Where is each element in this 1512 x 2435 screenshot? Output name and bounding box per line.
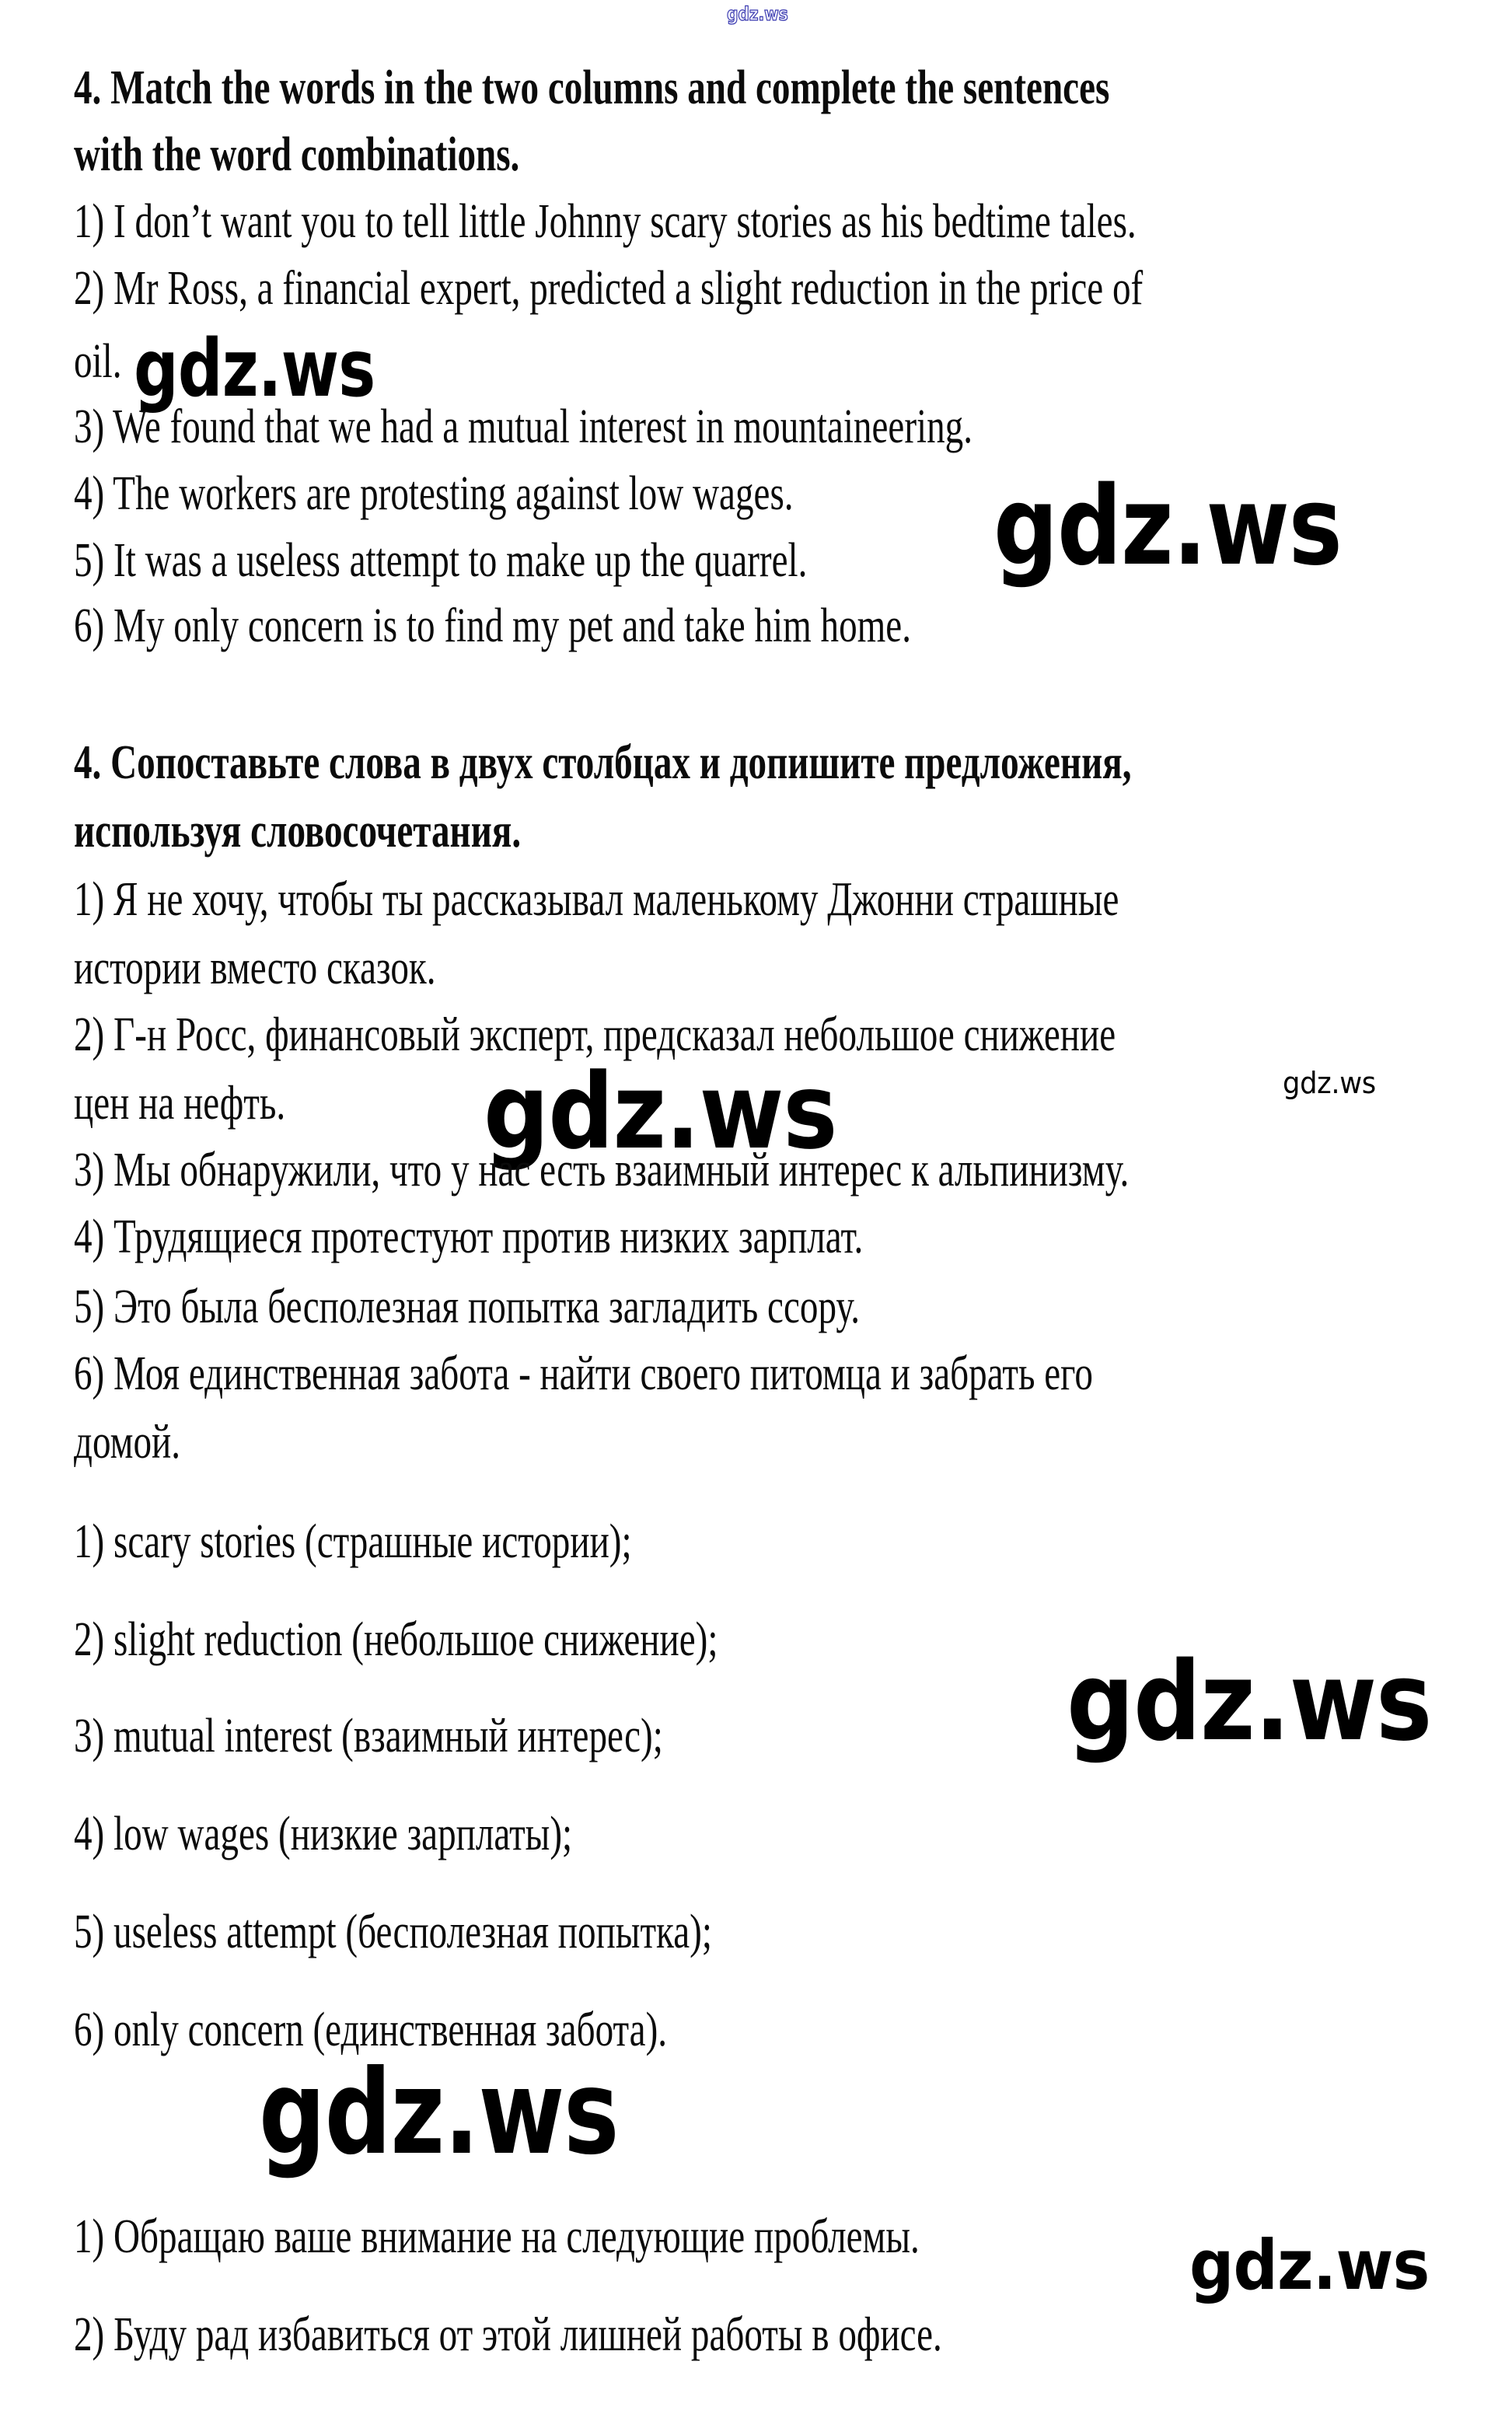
combination-6: 6) only concern (единственная забота).: [74, 2004, 668, 2056]
en-sentence-3: 3) We found that we had a mutual interest in mountaineering.: [74, 400, 973, 453]
en-task-title-line-2: with the word combinations.: [74, 128, 520, 181]
gdz-watermark-right-combos: gdz.ws: [1067, 1639, 1432, 1766]
combination-1: 1) scary stories (страшные истории);: [74, 1515, 632, 1568]
gdz-watermark-bottom-right: gdz.ws: [1189, 2225, 1430, 2305]
ru-sentence-2-continuation: цен на нефть.: [74, 1077, 286, 1130]
gdz-watermark-center-ru: gdz.ws: [484, 1051, 837, 1172]
ru-sentence-6: 6) Моя единственная забота - найти своего питомца и забрать его: [74, 1347, 1093, 1400]
combination-5: 5) useless attempt (бесполезная попытка);: [74, 1906, 712, 1958]
ru-sentence-6-continuation: домой.: [74, 1416, 181, 1469]
closing-sentence-2: 2) Буду рад избавиться от этой лишней работы в офисе.: [74, 2308, 942, 2361]
gdz-watermark-bottom-left: gdz.ws: [259, 2045, 619, 2181]
combination-4: 4) low wages (низкие зарплаты);: [74, 1808, 573, 1860]
ru-sentence-5: 5) Это была бесполезная попытка загладить ссору.: [74, 1280, 861, 1333]
en-sentence-6: 6) My only concern is to find my pet and take him home.: [74, 599, 912, 652]
gdz-watermark-small-right: gdz.ws: [1283, 1066, 1376, 1100]
en-task-title-line-1: 4. Match the words in the two columns and complete the sentences: [74, 61, 1110, 114]
en-sentence-4: 4) The workers are protesting against low wages.: [74, 467, 794, 520]
ru-sentence-1-continuation: истории вместо сказок.: [74, 942, 436, 994]
closing-sentence-1: 1) Обращаю ваше внимание на следующие проблемы.: [74, 2210, 920, 2263]
ru-task-title-line-1: 4. Сопоставьте слова в двух столбцах и допишите предложения,: [74, 736, 1132, 789]
ru-sentence-4: 4) Трудящиеся протестуют против низких зарплат.: [74, 1211, 864, 1263]
gdz-watermark-right-en: gdz.ws: [993, 463, 1342, 590]
en-sentence-5: 5) It was a useless attempt to make up the quarrel.: [74, 534, 808, 587]
ru-sentence-3: 3) Мы обнаружили, что у нас есть взаимный интерес к альпинизму.: [74, 1144, 1130, 1197]
gdz-watermark-oil-line: gdz.ws: [134, 323, 375, 415]
ru-sentence-1: 1) Я не хочу, чтобы ты рассказывал маленькому Джонни страшные: [74, 873, 1119, 926]
en-sentence-2-continuation: oil.: [74, 335, 122, 388]
combination-2: 2) slight reduction (небольшое снижение);: [74, 1613, 718, 1666]
ru-task-title-line-2: используя словосочетания.: [74, 805, 522, 858]
ru-sentence-2: 2) Г-н Росс, финансовый эксперт, предсказал небольшое снижение: [74, 1008, 1116, 1061]
en-sentence-2: 2) Mr Ross, a financial expert, predicted a slight reduction in the price of: [74, 262, 1144, 315]
en-sentence-1: 1) I don’t want you to tell little Johnny scary stories as his bedtime tales.: [74, 195, 1137, 248]
combination-3: 3) mutual interest (взаимный интерес);: [74, 1710, 663, 1762]
gdz-watermark-top-icon: gdz.ws: [727, 3, 788, 25]
